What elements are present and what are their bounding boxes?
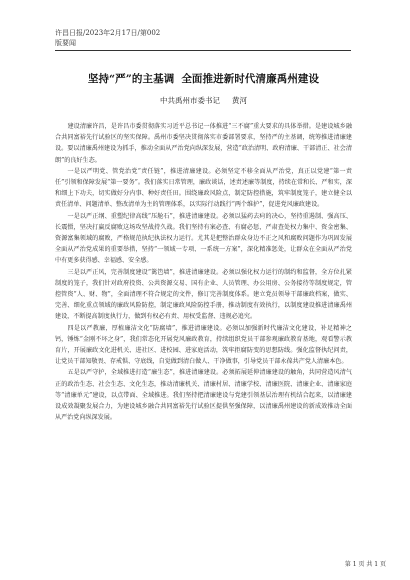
paragraph-5: 五是以严守护，全域推进打造“廉生态”，推进清廉建设。必须拓展延伸清廉建设的触角，共同营造风清气正的政治生态、社会生态、文化生态，推动清廉机关、清廉村居、清廉学校、清廉医院、清廉企业、清廉家庭等“清廉单元”建设，以点带面、全域推进。我们坚持把清廉建设与党建引领基层治理有机结合起来，以清廉建设成效凝聚发展合力，为建设城乡融合共同富裕先行试验区提供坚强保障，以清廉禹州建设的新成效推动全面从严治党向纵深发展。 — [55, 369, 352, 422]
article-title-main: 坚持“严”的主基调 — [87, 73, 175, 85]
paragraph-intro: 建设清廉许昌，是许昌市委贯彻落实习近平总书记一体推进“三不腐”重大要求的具体举措。是建设城乡融合共同富裕先行试验区的坚实保障。禹州市委坚决贯彻落实市委部署要求，坚持严的主基调，统筹推进清廉建设。要以清廉禹州建设为抓手，推动全面从严治党向纵深发展，营造“政治清明、政府清廉、干部清正、社会清朗”的良好生态。 — [55, 123, 352, 164]
article-body — [55, 121, 352, 423]
article-byline — [55, 96, 352, 106]
publication-header — [55, 28, 352, 48]
header-rule — [55, 50, 351, 51]
paragraph-2: 一是以严正纲、重塑纪律高线“压舱石”，推进清廉建设。必须以猛药去疴的决心，坚持重遏制、强高压、长震慑，坚决打赢反腐败这场攻坚战持久战。我们坚持有案必查、有腐必惩，严肃查处权力集中、资金密集、资源富集领域的腐败，严格规范执纪执法权力运行。尤其是把整治群众身边不正之风和腐败问题作为巩固发展全面从严治党成果的重要举措，坚持“一领域一专项、一系统一方案”，深化精准惩处，让群众在全面从严治党中有更多获得感、幸福感、安全感。 — [55, 212, 352, 265]
byline-name: 黄河 — [232, 96, 247, 105]
section-line: 版要闻 — [55, 39, 76, 47]
byline-org: 中共禹州市委书记 — [160, 96, 220, 105]
page-number: 第 1 页 共 1 页 — [344, 561, 386, 568]
article-title-sub: 全面推进新时代清廉禹州建设 — [181, 73, 320, 85]
paragraph-3: 三是以严正风，完善制度建设“篱笆墙”，推进清廉建设。必须以强化权力运行的制约和监督，全方位扎紧制度的笼子，我们针对政府投资、公共资源交易、国有企业、人员管理、办公用房、公务接待等制度规定，管控管资“人、财、物”，全面清理不符合规定的文件，修订完善制度体系。建立党员领导干部廉政档案，做实、完善、细化重点领域的廉政风险防控，制定廉政风险防控手册，推动制度有效执行，以制度建设推进清廉禹州建设，不断提高制度执行力，做到有权必有责、用权受监督、违规必追究。 — [55, 268, 352, 321]
paragraph-1: 一是以严明党、管党治党“责任链”，推进清廉建设。必须坚定不移全面从严治党，真正以党建“第一责任”引领和保障发展“第一要务”。我们落实日常管理，廉政谈话，述责述廉等制度，持续在常和长、严和实，深和细上下功夫，切实做好分内事、种好责任田。围绕廉政风险点，制定防控措施，筑牢制度笼子，建立健全以责任清单、问题清单、整改清单为主的管理体系，以实际行动践行“两个维护”，促进党风廉政建设。 — [55, 167, 352, 209]
paragraph-4: 四是以严教廉，厚植廉洁文化“防腐墙”，推进清廉建设。必须以加强新时代廉洁文化建设，补足精神之钙，锤炼“金刚不坏之身”，我们常态化开展党风廉政教育，持续组织党员干部参观廉政教育基地，观看警示教育片，开展廉政文化进机关、进社区、进校园、进家庭活动，筑牢拒腐防变的思想防线。强化监督执纪问责，让党员干部知敬畏、存戒惧、守底线，自觉做到清白做人、干净做事，引导党员干部永葆共产党人清廉本色。 — [55, 324, 352, 366]
article-title — [55, 72, 352, 86]
issuer-line: 许昌日报/2023年2月17日/第002 — [55, 29, 161, 37]
